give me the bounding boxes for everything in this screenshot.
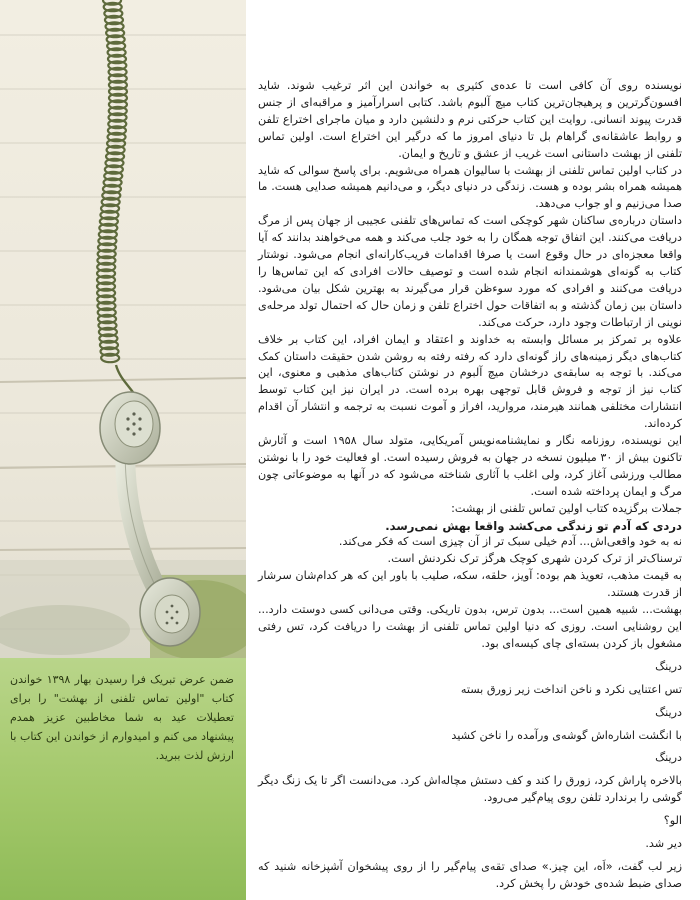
article-paragraph: داستان درباره‌ی ساکنان شهر کوچکی است که تماس‌های تلفنی عجیبی از جهان پس از مرگ دریافت می‌کنند. این اتفاق توجه همگان را به خود جلب می‌کند و همه می‌خواهند بدانند که آیا واقعا معجزه‌ای در حال وقوع است یا صرفا اقدامات فریب‌کارانه‌ای انجام می‌شود. نوشتار کتاب به گونه‌ای هوشمندانه انجام شده است و توصیف حالات افرادی که این تماس‌ها را دریافت می‌کنند و افرادی که مورد سوءظن قرار می‌گیرند به بهترین شکل بیان می‌شود. داستان بین زمان گذشته و به اتفاقات حول اختراع تلفن و زمان حال که احتمال تولد مرحله‌ی نوینی از ارتباطات وجود دارد، حرکت می‌کند. xyxy=(258,214,682,329)
quote-line: زیر لب گفت، «اَه، این چیز.» صدای تقه‌ی پیام‌گیر را از روی پیشخوان آشپزخانه شنید که صدای ضبط شده‌ی خودش را پخش کرد. xyxy=(258,859,682,890)
article-body xyxy=(258,78,682,893)
quote-line: ترسناک‌تر از ترک کردن شهری کوچک هرگز ترک نکردنش است. xyxy=(387,552,682,566)
quote-line: تس اعتنایی نکرد و ناخن انداخت زیر زورق بسته xyxy=(460,682,682,696)
featured-quote: درد‌ی که آدم تو زندگی می‌کشد واقعا بهش نمی‌رسد. xyxy=(385,518,682,533)
coiled-phone-cord xyxy=(0,0,246,420)
article-paragraph: علاوه بر تمرکز بر مسائل وابسته به خداوند و اعتقاد و ایمان افراد، این کتاب بر خلاف کتاب‌های دیگر زمینه‌های راز گونه‌ای دارد که رفته رفته به روشن شدن حقیقت داستان کمک می‌کند. با توجه به سابقه‌ی درخشان میچ آلبوم در نوشتن کتاب‌های مذهبی و معنوی، این کتاب نیز از توجه و فروش قابل توجهی بهره برده است. در ایران نیز این کتاب توسط انتشارات مختلفی همانند هیرمند، مروارید، افراز و آموت نسبت به ترجمه و انتشار آن اقدام کرده‌اند. xyxy=(258,332,682,431)
caption-box xyxy=(0,658,246,900)
quotes-heading: جملات برگزیده کتاب اولین تماس تلفنی از بهشت: xyxy=(451,501,682,515)
quote-line: به قیمت مذهب، تعویذ هم بوده: آویز، حلقه، سکه، صلیب با باور این که هر کدام‌شان سرشار از قدرت هستند. xyxy=(258,569,682,600)
quote-line: بهشت... شبیه همین است... بدون ترس، بدون تاریکی. وقتی می‌دانی کسی دوستت دارد... این روشنایی است. روزی که دنیا اولین تماس تلفنی از بهشت را دریافت کرد، تس رفتی مشغول باز کردن بسته‌ای چای کیسه‌ای بود. xyxy=(258,603,682,650)
ring-line: درینگ xyxy=(655,659,682,673)
quote-line: بالاخره پاراش کرد، زورق را کند و کف دستش مچاله‌اش کرد. می‌دانست اگر تا یک زنگ دیگر گوشی را برندارد تلفن روی پیام‌گیر می‌رود. xyxy=(258,774,682,805)
quote-line: الو؟ xyxy=(663,814,682,828)
quote-line: دیر شد. xyxy=(645,837,682,851)
article-paragraph: در کتاب اولین تماس تلفنی از بهشت با سالیوان همراه می‌شویم. برای پاسخ سوالی که شاید همیشه همراه بشر بوده و هست. زندگی در دنیای دیگر، و می‌دانیم همیشه صدایی هست. ما صدا می‌زنیم و او جواب می‌دهد. xyxy=(258,163,682,211)
ring-line: درینگ xyxy=(655,705,682,719)
phone-handset-icon xyxy=(80,380,220,650)
illustration-panel xyxy=(0,0,246,900)
quote-line: نه به خود واقعی‌اش... آدم خیلی سبک تر از آن چیزی است که فکر می‌کند. xyxy=(338,535,682,549)
ring-line: درینگ xyxy=(655,751,682,765)
caption-text: ضمن عرض تبریک فرا رسیدن بهار ۱۳۹۸ خواندن کتاب "اولین تماس تلفنی از بهشت" را برای تعطیلات عید به شما مخاطبین عزیز همدم پیشنهاد می کنم و امیدوارم از خواندن این کتاب با ارزش لذت ببرید. xyxy=(10,673,234,762)
article-paragraph: این نویسنده، روزنامه نگار و نمایشنامه‌نویس آمریکایی، متولد سال ۱۹۵۸ است و آثارش تاکنون بیش از ۳۰ میلیون نسخه در جهان به فروش رسیده است. او فعالیت خود را با نوشتن مطالب ورزشی آغاز کرد، ولی اغلب با آثاری شناخته می‌شود که در آنها به موضوعاتی چون مرگ و ایمان پرداخته شده است. xyxy=(258,434,683,498)
quote-line: با انگشت اشاره‌اش گوشه‌ی ورآمده را ناخن کشید xyxy=(451,728,682,742)
article-paragraph: نویسنده روی آن کافی است تا عده‌ی کثیری به خواندن این اثر ترغیب شوند. شاید افسون‌گرترین و پرهیجان‌ترین کتاب میچ آلبوم باشد. کتابی اسرارآمیز و مراقبه‌ای از جنس قدرت پیوند انسانی. روایت این کتاب حرکتی نرم و دلنشین دارد و میان ماجرای اختراع تلفن و روابط عاشقانه‌ی گراهام بل تا دنیای امروز ما که درگیر این اختراع است. اولین تماس تلفنی از بهشت داستانی است غریب از عشق و تاریخ و ایمان. xyxy=(258,79,682,160)
